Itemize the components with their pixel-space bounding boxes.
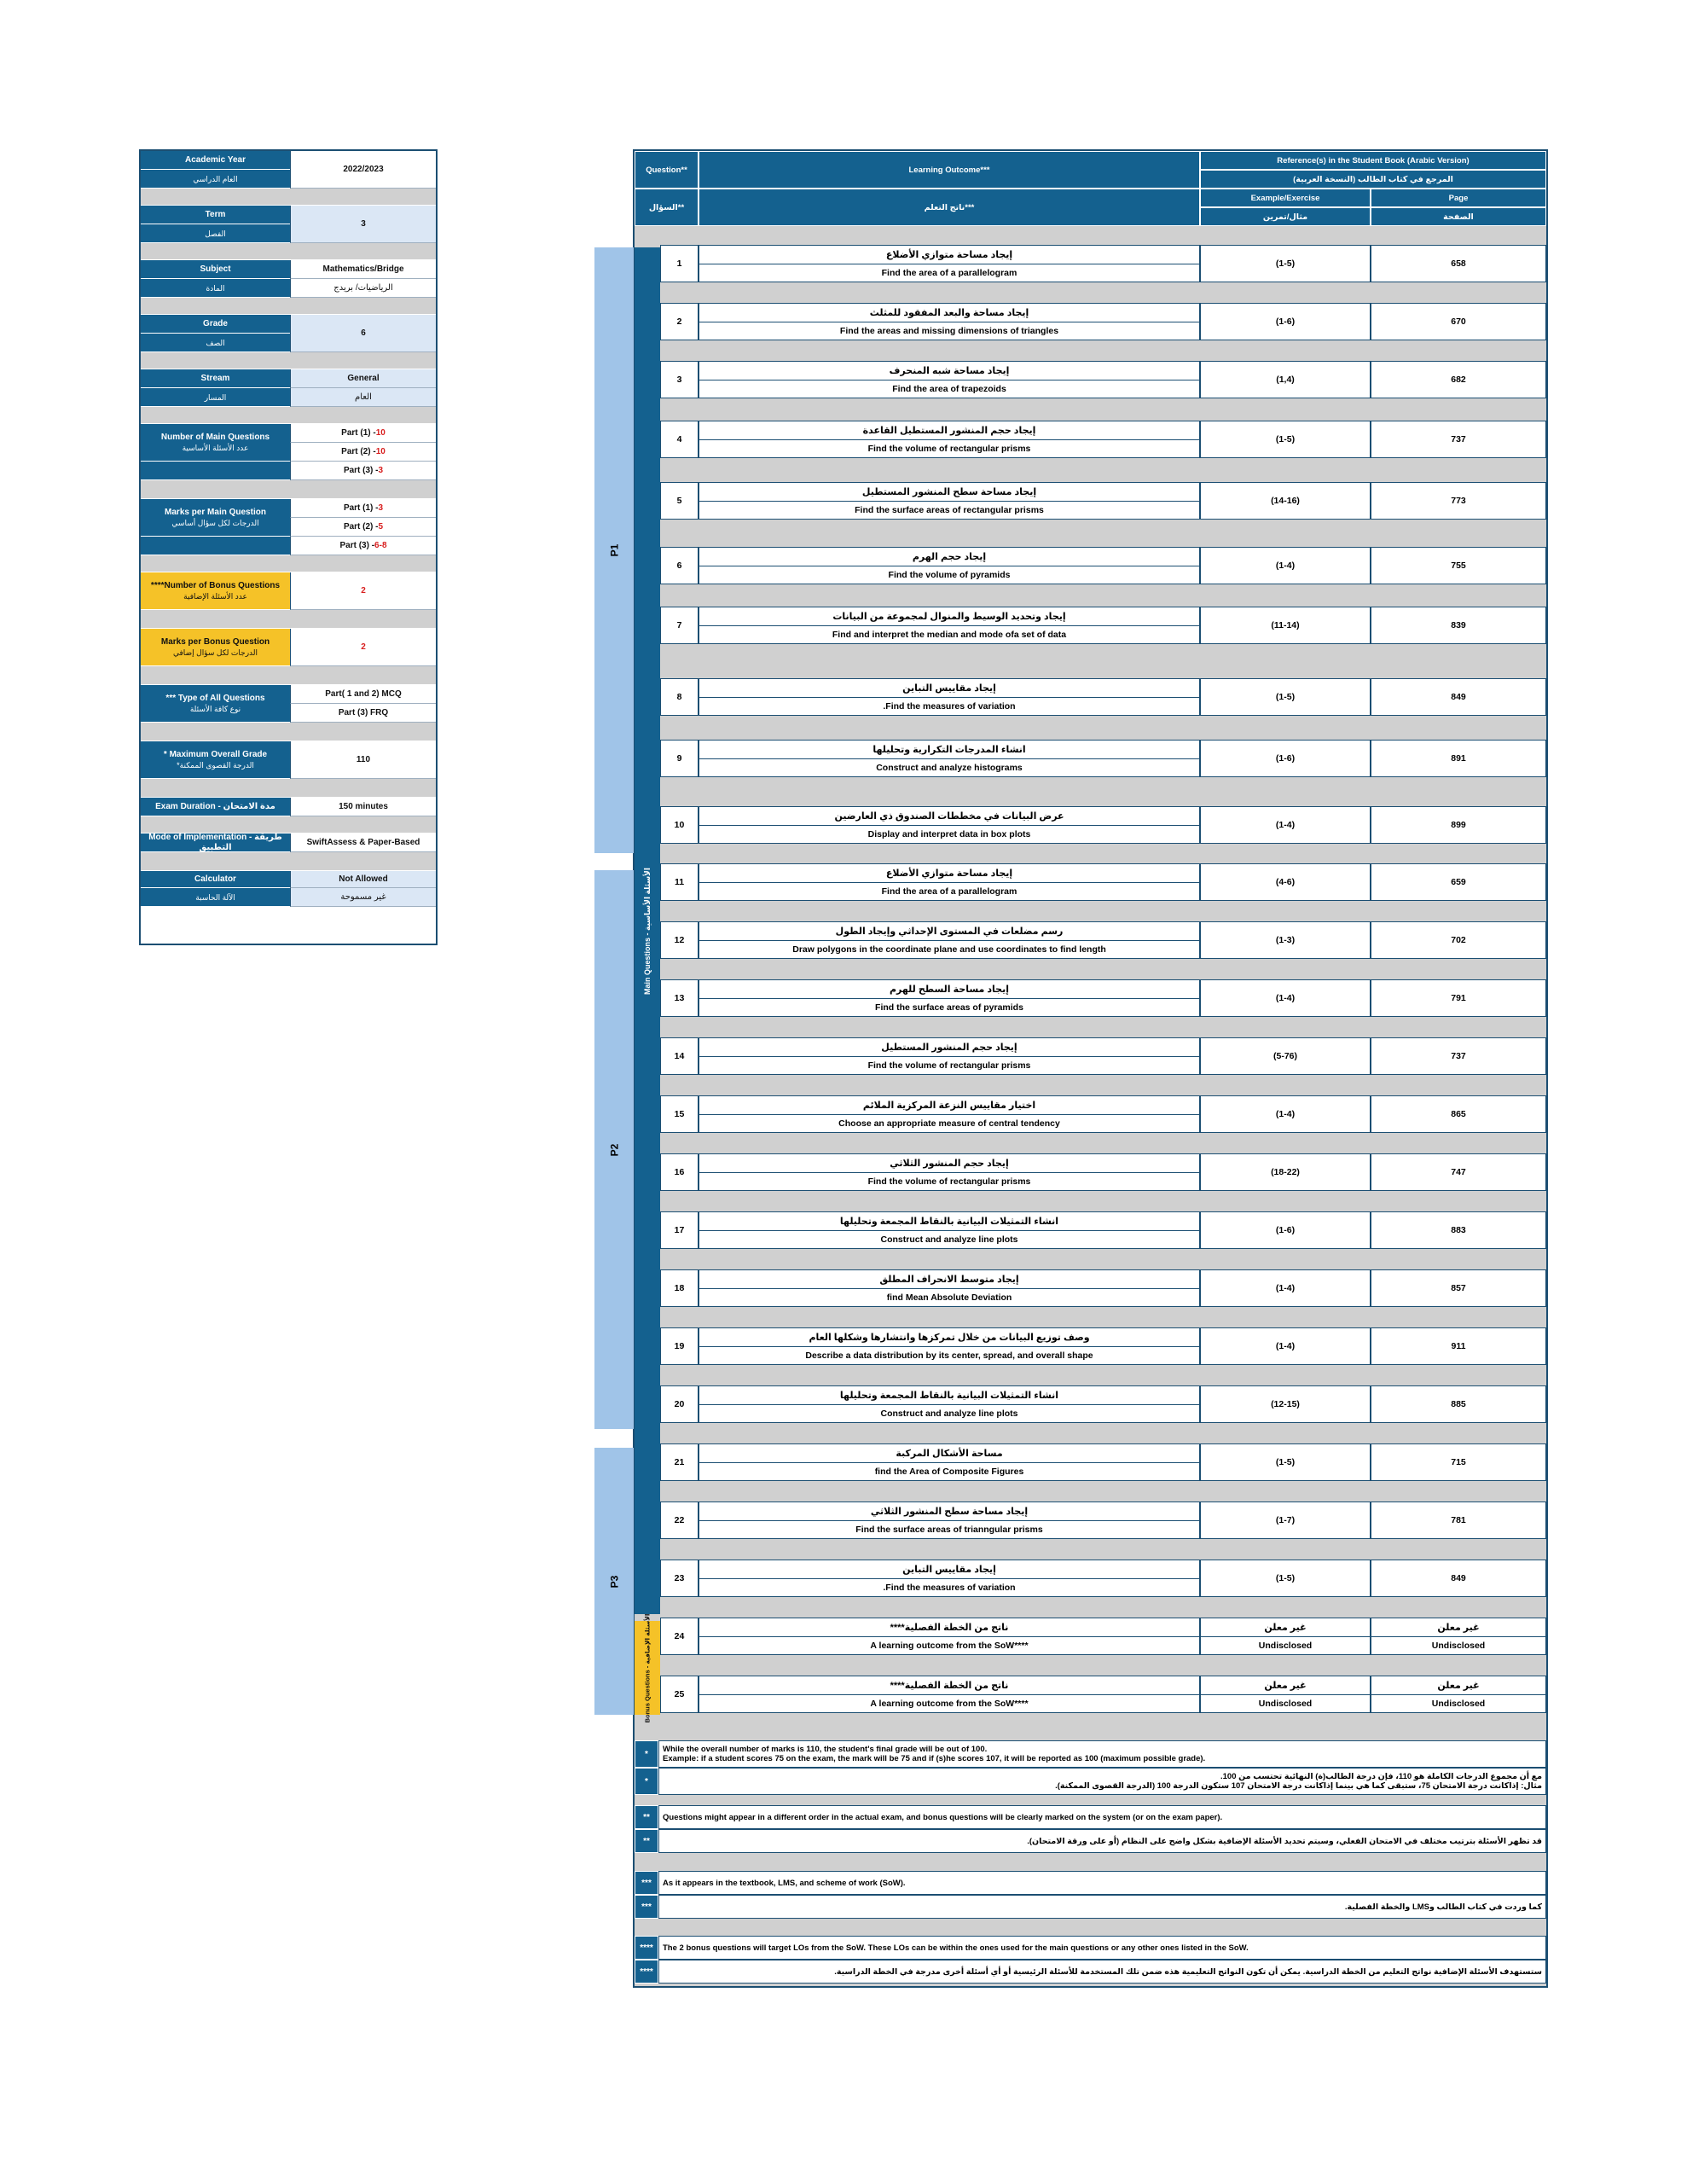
- learning-outcome-ar: وصف توزيع البيانات من خلال تمركزها وانتشارها وشكلها العام: [699, 1328, 1199, 1347]
- page-en: Undisclosed: [1431, 1698, 1486, 1709]
- spacer: [141, 407, 436, 424]
- spacer: [141, 352, 436, 369]
- question-number: 4: [660, 421, 699, 458]
- learning-outcome-en: Find the volume of rectangular prisms: [867, 443, 1031, 454]
- question-row: [635, 1385, 1546, 1423]
- learning-outcome: [699, 547, 1200, 584]
- learning-outcome-en: Find the volume of rectangular prisms: [867, 1176, 1031, 1187]
- grade-label-ar: الصف: [141, 334, 290, 352]
- bonus-count-label: ****Number of Bonus Questions عدد الأسئلة الإضافية: [141, 572, 290, 610]
- learning-outcome-en: Find the volume of rectangular prisms: [867, 1060, 1031, 1071]
- learning-outcome-en: Display and interpret data in box plots: [867, 828, 1031, 839]
- note-text: [658, 1960, 1546, 1984]
- learning-outcome-en: Find the area of a parallelogram: [881, 886, 1017, 897]
- example-en: Undisclosed: [1258, 1640, 1313, 1651]
- note-text: [658, 1871, 1546, 1895]
- question-type-2: Part (3) FRQ: [290, 704, 436, 723]
- question-number: 18: [660, 1269, 699, 1307]
- academic-year-label-ar: العام الدراسي: [141, 170, 290, 189]
- part-2-band: P2: [594, 870, 634, 1429]
- page-cell: 737: [1371, 1037, 1546, 1075]
- question-row: [635, 1211, 1546, 1249]
- bonus-count-value: 2: [290, 572, 436, 610]
- example-cell: [1200, 1618, 1371, 1655]
- learning-outcome: [699, 361, 1200, 398]
- note-line: مع أن مجموع الدرجات الكاملة هو 110، فإن درجة الطالب(ة) النهائية تحتسب من 100.: [1220, 1772, 1542, 1781]
- note-marker: ***: [635, 1895, 658, 1919]
- learning-outcome-ar: انشاء التمثيلات البيانية بالنقاط المجمعة وتحليلها: [699, 1212, 1199, 1231]
- learning-outcome: [699, 1385, 1200, 1423]
- example-cell: (1-5): [1200, 678, 1371, 716]
- note-text: [658, 1768, 1546, 1795]
- page-header: Page: [1371, 189, 1546, 207]
- max-grade-value: 110: [290, 741, 436, 779]
- question-row: [635, 863, 1546, 901]
- question-number: 23: [660, 1560, 699, 1597]
- learning-outcome-en: Find the area of trapezoids: [892, 383, 1006, 394]
- calculator-label: Calculator: [141, 871, 290, 888]
- note-marker: *: [635, 1740, 658, 1768]
- question-number: 8: [660, 678, 699, 716]
- learning-outcome-ar: إيجاد حجم المنشور المستطيل القاعدة: [699, 421, 1199, 440]
- learning-outcome-ar: إيجاد متوسط الانحراف المطلق: [699, 1270, 1199, 1289]
- question-number: 24: [660, 1618, 699, 1655]
- note-marker: **: [635, 1805, 658, 1829]
- question-row: [635, 979, 1546, 1017]
- academic-year-value: 2022/2023: [290, 151, 436, 189]
- learning-outcome-en: find the Area of Composite Figures: [874, 1466, 1024, 1477]
- page-cell: 658: [1371, 245, 1546, 282]
- learning-outcome: [699, 806, 1200, 844]
- example-cell: (1-5): [1200, 1560, 1371, 1597]
- page-cell: 857: [1371, 1269, 1546, 1307]
- note-line: Questions might appear in a different order in the actual exam, and bonus questions will be clearly marked on the system (or on the exam paper).: [663, 1812, 1223, 1822]
- subject-value: Mathematics/Bridge: [290, 260, 436, 279]
- question-row: [635, 303, 1546, 340]
- learning-outcome-ar: ناتج من الخطة الفصلية****: [699, 1618, 1199, 1637]
- reference-header-ar: المرجع في كتاب الطالب (النسخة العربية): [1200, 170, 1546, 189]
- example-cell: (1-4): [1200, 806, 1371, 844]
- example-cell: (1-4): [1200, 1327, 1371, 1365]
- example-cell: (1-4): [1200, 1095, 1371, 1133]
- learning-outcome-ar: إيجاد مساحة السطح للهرم: [699, 980, 1199, 999]
- note-line: مثال: إذاكانت درجة الامتحان 75، ستبقى كما هي بينما إذاكانت درجة الامتحان 107 ستكون الدرجة 100 (الدرجة القصوى الممكنة).: [1055, 1781, 1542, 1791]
- learning-outcome: [699, 245, 1200, 282]
- grade-value: 6: [290, 315, 436, 352]
- spacer: [141, 610, 436, 629]
- duration-label: Exam Duration - مدة الامتحان: [141, 798, 290, 816]
- main-questions-label: Number of Main Questions عدد الأسئلة الأساسية: [141, 424, 290, 462]
- learning-outcome: [699, 607, 1200, 644]
- calculator-label-ar: الآلة الحاسبة: [141, 888, 290, 907]
- example-cell: [1200, 1676, 1371, 1713]
- spacer: [141, 723, 436, 741]
- page-cell: 839: [1371, 607, 1546, 644]
- question-row: [635, 607, 1546, 644]
- question-row: [635, 1269, 1546, 1307]
- question-number: 6: [660, 547, 699, 584]
- bonus-marks-label: Marks per Bonus Question الدرجات لكل سؤال إضافي: [141, 629, 290, 666]
- example-ar: غير معلن: [1201, 1618, 1370, 1637]
- duration-value: 150 minutes: [290, 798, 436, 816]
- question-header-ar: السؤال**: [635, 189, 699, 226]
- question-type-label: *** Type of All Questions نوع كافة الأسئلة: [141, 685, 290, 723]
- question-number: 12: [660, 921, 699, 959]
- mode-label: Mode of Implementation - طريقة التطبيق: [141, 834, 290, 852]
- academic-year-label: Academic Year: [141, 151, 290, 170]
- page-cell: 899: [1371, 806, 1546, 844]
- question-type-1: Part( 1 and 2) MCQ: [290, 685, 436, 704]
- reference-header: Reference(s) in the Student Book (Arabic Version): [1200, 151, 1546, 170]
- calculator-value: Not Allowed: [290, 871, 436, 888]
- spacer: [141, 555, 436, 572]
- note-text: [658, 1805, 1546, 1829]
- learning-outcome-en: Choose an appropriate measure of central tendency: [838, 1118, 1060, 1129]
- marks-part3: Part (3) - 6-8: [290, 537, 436, 555]
- page-cell: 791: [1371, 979, 1546, 1017]
- example-cell: (4-6): [1200, 863, 1371, 901]
- example-cell: (1-4): [1200, 1269, 1371, 1307]
- example-cell: (5-76): [1200, 1037, 1371, 1075]
- example-cell: (1-5): [1200, 1443, 1371, 1481]
- question-number: 2: [660, 303, 699, 340]
- learning-outcome-ar: عرض البيانات في مخططات الصندوق ذي العارضين: [699, 807, 1199, 826]
- page-cell: 682: [1371, 361, 1546, 398]
- question-row: [635, 421, 1546, 458]
- subject-label: Subject: [141, 260, 290, 279]
- learning-outcome-en: .Find the measures of variation: [883, 700, 1016, 712]
- learning-outcome-ar: ناتج من الخطة الفصلية****: [699, 1676, 1199, 1695]
- learning-outcomes-table: [633, 149, 1548, 1988]
- note-text: [658, 1829, 1546, 1853]
- learning-outcome-header: Learning Outcome***: [699, 151, 1200, 189]
- note-text: [658, 1936, 1546, 1960]
- example-ar: غير معلن: [1201, 1676, 1370, 1695]
- question-row: [635, 361, 1546, 398]
- learning-outcome-en: Find and interpret the median and mode ofa set of data: [832, 629, 1067, 640]
- stream-label: Stream: [141, 369, 290, 388]
- question-row: [635, 245, 1546, 282]
- note-text: [658, 1895, 1546, 1919]
- learning-outcome-en: Find the volume of pyramids: [888, 569, 1011, 580]
- learning-outcome: [699, 1095, 1200, 1133]
- main-questions-part3: Part (3) - 3: [290, 462, 436, 480]
- note-marker: ****: [635, 1936, 658, 1960]
- max-grade-label: * Maximum Overall Grade *الدرجة القصوى الممكنة: [141, 741, 290, 779]
- page-cell: 773: [1371, 482, 1546, 520]
- example-cell: (1-3): [1200, 921, 1371, 959]
- page-cell: 702: [1371, 921, 1546, 959]
- question-number: 25: [660, 1676, 699, 1713]
- spacer: [141, 243, 436, 260]
- question-row: [635, 1560, 1546, 1597]
- note-marker: **: [635, 1829, 658, 1853]
- page-cell: 715: [1371, 1443, 1546, 1481]
- question-row: [635, 1327, 1546, 1365]
- learning-outcome-header-ar: ناتج التعلم***: [699, 189, 1200, 226]
- learning-outcome-en: Find the surface areas of rectangular prisms: [855, 504, 1044, 515]
- page-cell: 781: [1371, 1502, 1546, 1539]
- question-header: Question**: [635, 151, 699, 189]
- term-value: 3: [290, 206, 436, 243]
- question-row: [635, 1037, 1546, 1075]
- example-cell: (1-5): [1200, 421, 1371, 458]
- example-cell: (11-14): [1200, 607, 1371, 644]
- note-text: [658, 1740, 1546, 1768]
- note-marker: *: [635, 1768, 658, 1795]
- learning-outcome: [699, 863, 1200, 901]
- page-cell: 755: [1371, 547, 1546, 584]
- page-ar: غير معلن: [1371, 1618, 1545, 1637]
- note-marker: ***: [635, 1871, 658, 1895]
- page-cell: 911: [1371, 1327, 1546, 1365]
- page-en: Undisclosed: [1431, 1640, 1486, 1651]
- question-number: 14: [660, 1037, 699, 1075]
- learning-outcome-en: A learning outcome from the SoW****: [870, 1698, 1029, 1709]
- learning-outcome: [699, 678, 1200, 716]
- learning-outcome-ar: إيجاد حجم الهرم: [699, 548, 1199, 566]
- page-cell: [1371, 1618, 1546, 1655]
- learning-outcome-ar: إيجاد مساحة سطح المنشور المستطيل: [699, 483, 1199, 502]
- example-cell: (1-6): [1200, 740, 1371, 777]
- learning-outcome: [699, 482, 1200, 520]
- note-marker: ****: [635, 1960, 658, 1984]
- note-line: While the overall number of marks is 110, the student's final grade will be out of 100.: [663, 1745, 988, 1754]
- learning-outcome: [699, 303, 1200, 340]
- learning-outcome: [699, 1560, 1200, 1597]
- question-row: [635, 1502, 1546, 1539]
- question-number: 17: [660, 1211, 699, 1249]
- example-header: Example/Exercise: [1200, 189, 1371, 207]
- question-number: 13: [660, 979, 699, 1017]
- marks-part1: Part (1) - 3: [290, 499, 436, 518]
- example-header-ar: مثال/تمرين: [1200, 207, 1371, 226]
- learning-outcome: [699, 1618, 1200, 1655]
- learning-outcome-en: Construct and analyze line plots: [880, 1234, 1018, 1245]
- learning-outcome-ar: مساحة الأشكال المركبة: [699, 1444, 1199, 1463]
- learning-outcome-ar: إيجاد مقاييس التباين: [699, 1560, 1199, 1579]
- question-row: [635, 482, 1546, 520]
- question-row: [635, 1443, 1546, 1481]
- example-cell: (12-15): [1200, 1385, 1371, 1423]
- main-questions-part2: Part (2) - 10: [290, 443, 436, 462]
- question-number: 9: [660, 740, 699, 777]
- main-questions-band: Main Questions - الأسئلة الأساسية: [635, 247, 660, 1614]
- page-cell: 883: [1371, 1211, 1546, 1249]
- learning-outcome-en: A learning outcome from the SoW****: [870, 1640, 1029, 1651]
- page-cell: 849: [1371, 1560, 1546, 1597]
- part-1-band: P1: [594, 247, 634, 853]
- learning-outcome: [699, 1443, 1200, 1481]
- learning-outcome: [699, 921, 1200, 959]
- page-cell: 737: [1371, 421, 1546, 458]
- example-cell: (1-5): [1200, 245, 1371, 282]
- question-row: [635, 806, 1546, 844]
- note-line: قد تظهر الأسئلة بترتيب مختلف في الامتحان الفعلي، وسيتم تحديد الأسئلة الإضافية بشكل واضح على النظام (أو على ورقة الامتحان).: [1027, 1836, 1542, 1846]
- learning-outcome-ar: إيجاد حجم المنشور المستطيل: [699, 1038, 1199, 1057]
- learning-outcome-en: Describe a data distribution by its center, spread, and overall shape: [805, 1350, 1093, 1361]
- example-cell: (1-6): [1200, 1211, 1371, 1249]
- question-row: [635, 1618, 1546, 1655]
- bonus-questions-band: Bonus Questions - الأسئلة الإضافية: [635, 1621, 660, 1715]
- learning-outcome: [699, 1269, 1200, 1307]
- learning-outcome-en: Draw polygons in the coordinate plane and use coordinates to find length: [792, 944, 1106, 955]
- example-cell: (1-6): [1200, 303, 1371, 340]
- learning-outcome: [699, 1211, 1200, 1249]
- example-cell: (14-16): [1200, 482, 1371, 520]
- page-cell: 849: [1371, 678, 1546, 716]
- question-number: 3: [660, 361, 699, 398]
- example-cell: (1-7): [1200, 1502, 1371, 1539]
- learning-outcome-ar: اختيار مقاييس النزعة المركزية الملائم: [699, 1096, 1199, 1115]
- spacer: [141, 666, 436, 685]
- example-cell: (18-22): [1200, 1153, 1371, 1191]
- page-ar: غير معلن: [1371, 1676, 1545, 1695]
- question-number: 10: [660, 806, 699, 844]
- grade-label: Grade: [141, 315, 290, 334]
- learning-outcome-ar: إيجاد حجم المنشور الثلاثي: [699, 1154, 1199, 1173]
- page-cell: 659: [1371, 863, 1546, 901]
- term-label: Term: [141, 206, 290, 224]
- exam-info-panel: [139, 149, 438, 945]
- learning-outcome: [699, 979, 1200, 1017]
- learning-outcome: [699, 1676, 1200, 1713]
- learning-outcome-en: find Mean Absolute Deviation: [886, 1292, 1012, 1303]
- note-line: The 2 bonus questions will target LOs from the SoW. These LOs can be within the ones used for the main questions or any other ones listed in the SoW.: [663, 1943, 1249, 1953]
- stream-label-ar: المسار: [141, 388, 290, 407]
- example-cell: (1-4): [1200, 979, 1371, 1017]
- learning-outcome: [699, 1153, 1200, 1191]
- learning-outcome: [699, 1502, 1200, 1539]
- learning-outcome-ar: انشاء التمثيلات البيانية بالنقاط المجمعة وتحليلها: [699, 1386, 1199, 1405]
- question-number: 7: [660, 607, 699, 644]
- learning-outcome-ar: رسم مضلعات في المستوى الإحداثي وإيجاد الطول: [699, 922, 1199, 941]
- question-row: [635, 547, 1546, 584]
- learning-outcome-en: Find the area of a parallelogram: [881, 267, 1017, 278]
- learning-outcome: [699, 740, 1200, 777]
- calculator-value-ar: غير مسموحة: [290, 888, 436, 907]
- question-number: 21: [660, 1443, 699, 1481]
- question-row: [635, 740, 1546, 777]
- question-number: 5: [660, 482, 699, 520]
- note-line: Example: if a student scores 75 on the exam, the mark will be 75 and if (s)he scores 107, it will be reported as 100 (maximum possible grade).: [663, 1754, 1206, 1763]
- learning-outcome-en: Construct and analyze histograms: [876, 762, 1023, 773]
- learning-outcome-ar: إيجاد مقاييس التباين: [699, 679, 1199, 698]
- question-row: [635, 1676, 1546, 1713]
- question-row: [635, 678, 1546, 716]
- note-line: ستستهدف الأسئلة الإضافية نواتج التعليم من الخطة الدراسية. يمكن أن تكون النواتج التعليمية هذه ضمن تلك المستخدمة للأسئلة الرئيسية أو أي أسئلة أخرى مدرجة في الخطة الدراسية.: [834, 1966, 1542, 1977]
- page-cell: [1371, 1676, 1546, 1713]
- note-line: كما وردت في كتاب الطالب وLMS والخطة الفصلية.: [1344, 1902, 1542, 1912]
- marks-per-question-label: Marks per Main Question الدرجات لكل سؤال أساسي: [141, 499, 290, 537]
- learning-outcome: [699, 1037, 1200, 1075]
- question-number: 22: [660, 1502, 699, 1539]
- label-filler: [141, 462, 290, 480]
- note-line: As it appears in the textbook, LMS, and scheme of work (SoW).: [663, 1878, 906, 1888]
- learning-outcome: [699, 421, 1200, 458]
- spacer: [141, 779, 436, 798]
- learning-outcome-en: Construct and analyze line plots: [880, 1408, 1018, 1419]
- page-header-ar: الصفحة: [1371, 207, 1546, 226]
- question-number: 1: [660, 245, 699, 282]
- marks-part2: Part (2) - 5: [290, 518, 436, 537]
- page-cell: 891: [1371, 740, 1546, 777]
- example-cell: (1-4): [1200, 547, 1371, 584]
- learning-outcome-ar: إيجاد مساحة والبعد المفقود للمثلث: [699, 304, 1199, 322]
- learning-outcome-en: Find the areas and missing dimensions of triangles: [839, 325, 1059, 336]
- page-cell: 747: [1371, 1153, 1546, 1191]
- question-row: [635, 1153, 1546, 1191]
- spacer: [141, 852, 436, 871]
- label-filler: [141, 537, 290, 555]
- learning-outcome-en: Find the surface areas of pyramids: [875, 1002, 1023, 1013]
- mode-value: SwiftAssess & Paper-Based: [290, 834, 436, 852]
- learning-outcome-ar: إيجاد مساحة متوازي الأضلاع: [699, 864, 1199, 883]
- spacer: [141, 816, 436, 834]
- example-en: Undisclosed: [1258, 1698, 1313, 1709]
- question-number: 16: [660, 1153, 699, 1191]
- page-cell: 885: [1371, 1385, 1546, 1423]
- example-cell: (1,4): [1200, 361, 1371, 398]
- question-row: [635, 1095, 1546, 1133]
- stream-value: General: [290, 369, 436, 388]
- page-cell: 865: [1371, 1095, 1546, 1133]
- spacer: [141, 480, 436, 499]
- learning-outcome-ar: إيجاد مساحة سطح المنشور الثلاثي: [699, 1502, 1199, 1521]
- question-number: 11: [660, 863, 699, 901]
- learning-outcome-ar: انشاء المدرجات التكرارية وتحليلها: [699, 741, 1199, 759]
- term-label-ar: الفصل: [141, 224, 290, 243]
- question-number: 20: [660, 1385, 699, 1423]
- page-cell: 670: [1371, 303, 1546, 340]
- spacer: [141, 298, 436, 315]
- learning-outcome-ar: إيجاد مساحة متوازي الأضلاع: [699, 246, 1199, 264]
- stream-value-ar: العام: [290, 388, 436, 407]
- learning-outcome-en: .Find the measures of variation: [883, 1582, 1016, 1593]
- learning-outcome-ar: إيجاد وتحديد الوسيط والمنوال لمجموعة من البيانات: [699, 607, 1199, 626]
- subject-value-ar: الرياضيات/ بريدج: [290, 279, 436, 298]
- spacer: [141, 189, 436, 206]
- part-3-band: P3: [594, 1448, 634, 1715]
- subject-label-ar: المادة: [141, 279, 290, 298]
- learning-outcome-en: Find the surface areas of trianngular prisms: [855, 1524, 1043, 1535]
- question-number: 15: [660, 1095, 699, 1133]
- main-questions-part1: Part (1) - 10: [290, 424, 436, 443]
- learning-outcome: [699, 1327, 1200, 1365]
- bonus-marks-value: 2: [290, 629, 436, 666]
- learning-outcome-ar: إيجاد مساحة شبه المنحرف: [699, 362, 1199, 380]
- question-number: 19: [660, 1327, 699, 1365]
- question-row: [635, 921, 1546, 959]
